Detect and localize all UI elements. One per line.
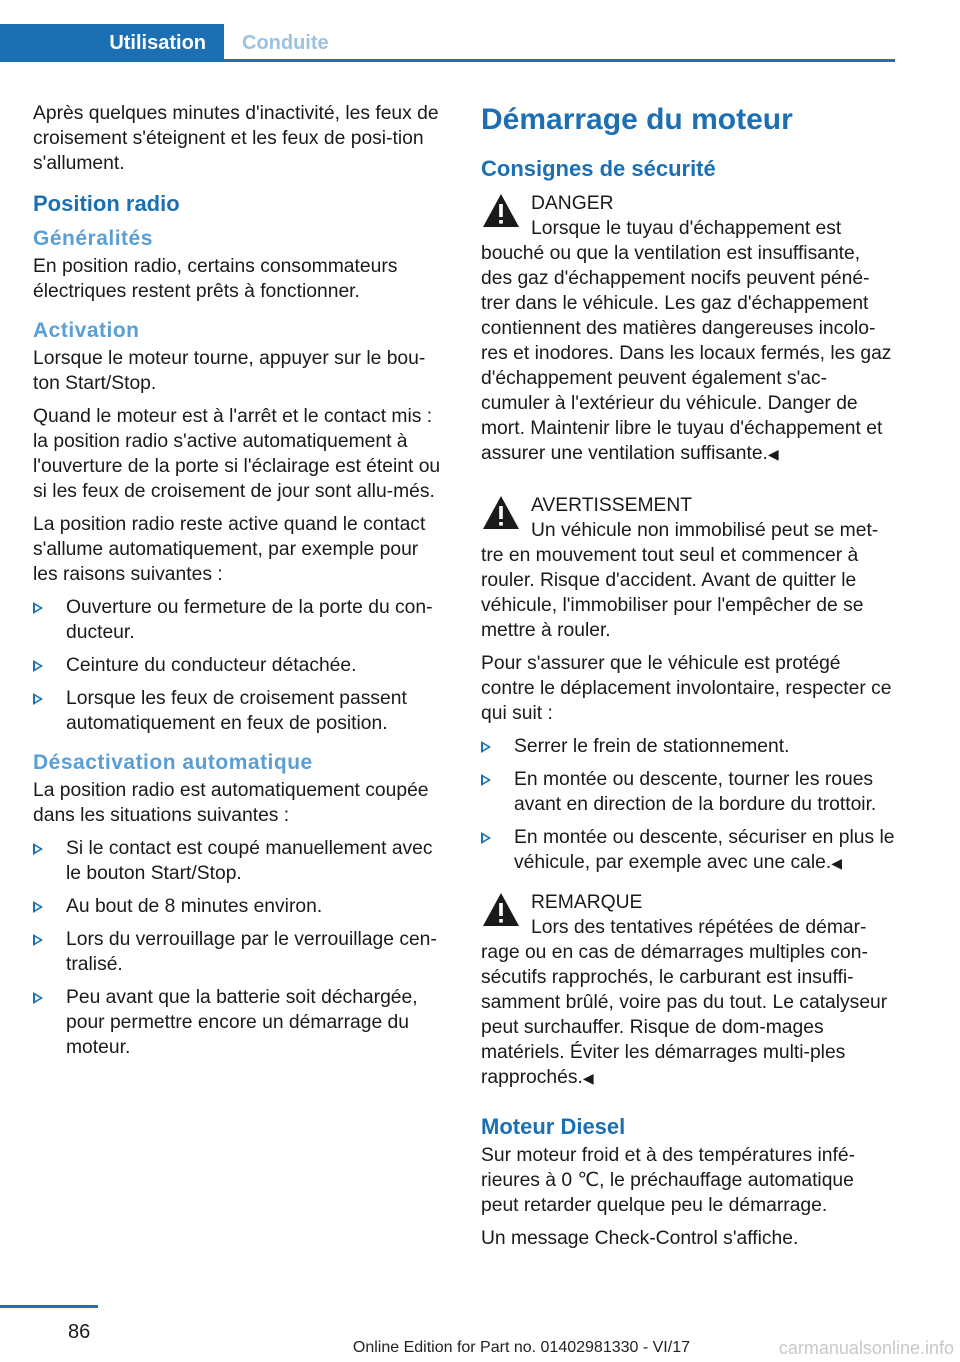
tab-utilisation-label: Utilisation [109,31,206,54]
list-item [33,836,448,886]
end-mark-icon: ◀ [831,855,843,871]
danger-text: Lorsque le tuyau d'échappement est bouché ou que la ventilation est insuffisante, des gaz d'échappement nocifs peuvent péné-trer dans le véhicule. Les gaz d'échappement contiennent des matières dangereuses incolo-res et inodores. Dans les locaux fermés, les gaz d'échappement peuvent également s'ac-cumuler à l'extérieur du véhicule. Danger de mort. Maintenir libre le tuyau d'échappement et assurer une ventilation suffisante. [481,218,892,464]
bullet-icon [33,843,43,855]
bullet-icon [33,660,43,672]
bullet-icon [33,934,43,946]
page-number: 86 [68,1321,91,1343]
list-item [33,927,448,977]
list-item [33,686,448,736]
heading-consignes-securite: Consignes de sécurité [481,156,716,181]
watermark: carmanualsonline.info [778,1338,954,1358]
diesel-p2: Un message Check-Control s'affiche. [481,1228,799,1249]
remarque-text: Lors des tentatives répétées de démar-rage ou en cas de démarrages multiples con-sécutifs rapprochés, le carburant est insuffi-samment brûlé, voire pas du tout. Le catalyseur peut surchauffer. Risque de dom-mages matériels. Éviter les démarrages multi-ples rapprochés. [481,917,888,1088]
list-item [481,734,895,759]
heading-activation: Activation [33,319,140,342]
diesel-p1: Sur moteur froid et à des températures infé-rieures à 0 ℃, le préchauffage automatique peut retarder quelque peu le démarrage. [481,1145,856,1216]
tab-underline [0,59,895,62]
edition-text: Online Edition for Part no. 01402981330 - VI/17 [352,1339,690,1356]
list-item-text: Ceinture du conducteur détachée. [66,655,357,676]
remarque-notice [481,890,895,1091]
bullet-icon [481,741,491,753]
tab-conduite-label: Conduite [242,31,329,54]
list-item-text: Lorsque les feux de croisement passent automatiquement en feux de position. [66,688,407,734]
page-title: Démarrage du moteur [481,103,793,136]
desactivation-text: La position radio est automatiquement coupée dans les situations suivantes : [33,780,429,826]
list-item [33,985,448,1060]
tab-utilisation[interactable] [0,24,224,62]
bullet-icon [481,832,491,844]
end-mark-icon: ◀ [767,446,779,462]
warning-triangle-icon [481,191,521,231]
activation-list [33,595,448,736]
list-item-text: Peu avant que la batterie soit déchargée, pour permettre encore un démarrage du moteur. [66,987,418,1058]
bullet-icon [33,901,43,913]
generalites-text: En position radio, certains consommateurs électriques restent prêts à fonctionner. [33,256,398,302]
list-item [481,767,895,817]
list-item-text: En montée ou descente, tourner les roues avant en direction de la bordure du trottoir. [514,769,877,815]
list-item-text: Ouverture ou fermeture de la porte du con-ducteur. [66,597,433,643]
warning-triangle-icon [481,493,521,533]
end-mark-icon: ◀ [582,1070,594,1086]
activation-p3: La position radio reste active quand le contact s'allume automatiquement, par exemple pour les raisons suivantes : [33,514,426,585]
heading-generalites: Généralités [33,227,153,250]
tab-conduite[interactable] [242,24,329,62]
activation-p1: Lorsque le moteur tourne, appuyer sur le bou-ton Start/Stop. [33,348,426,394]
avertissement-text: Un véhicule non immobilisé peut se met-tre en mouvement tout seul et commencer à rouler. Risque d'accident. Avant de quitter le véhicule, l'immobiliser pour l'empêcher de se mettre à rouler. [481,520,879,641]
bullet-icon [33,992,43,1004]
desactivation-list [33,836,448,1060]
heading-moteur-diesel: Moteur Diesel [481,1114,626,1139]
activation-p2: Quand le moteur est à l'arrêt et le contact mis : la position radio s'active automatiquement à l'ouverture de la porte si l'éclairage est éteint ou si les feux de croisement de jour sont allu-més. [33,406,441,502]
footer-rule [0,1305,98,1308]
list-item-text: Lors du verrouillage par le verrouillage cen-tralisé. [66,929,437,975]
heading-desactivation: Désactivation automatique [33,751,313,774]
list-item-text: Si le contact est coupé manuellement avec le bouton Start/Stop. [66,838,433,884]
list-item-text: Serrer le frein de stationnement. [514,736,790,757]
chapter-tabs [0,24,895,62]
list-item-text: En montée ou descente, sécuriser en plus le véhicule, par exemple avec une cale. [514,827,895,873]
list-item [33,595,448,645]
bullet-icon [33,602,43,614]
danger-notice [481,191,895,467]
warning-triangle-icon [481,890,521,930]
avertissement-label: AVERTISSEMENT [531,495,693,516]
list-item-text: Au bout de 8 minutes environ. [66,896,323,917]
list-item [33,894,448,919]
secure-list [481,734,895,876]
avertissement-notice [481,493,895,643]
bullet-icon [481,774,491,786]
danger-label: DANGER [531,193,614,214]
list-item [481,825,895,876]
list-item [33,653,448,678]
left-column [33,101,448,1068]
section-title-position-radio: Position radio [33,191,180,216]
intro-paragraph: Après quelques minutes d'inactivité, les feux de croisement s'éteignent et les feux de posi-tion s'allument. [33,103,439,174]
remarque-label: REMARQUE [531,892,643,913]
secure-text: Pour s'assurer que le véhicule est protégé contre le déplacement involontaire, respecter ce qui suit : [481,653,892,724]
right-column [481,101,895,1259]
bullet-icon [33,693,43,705]
